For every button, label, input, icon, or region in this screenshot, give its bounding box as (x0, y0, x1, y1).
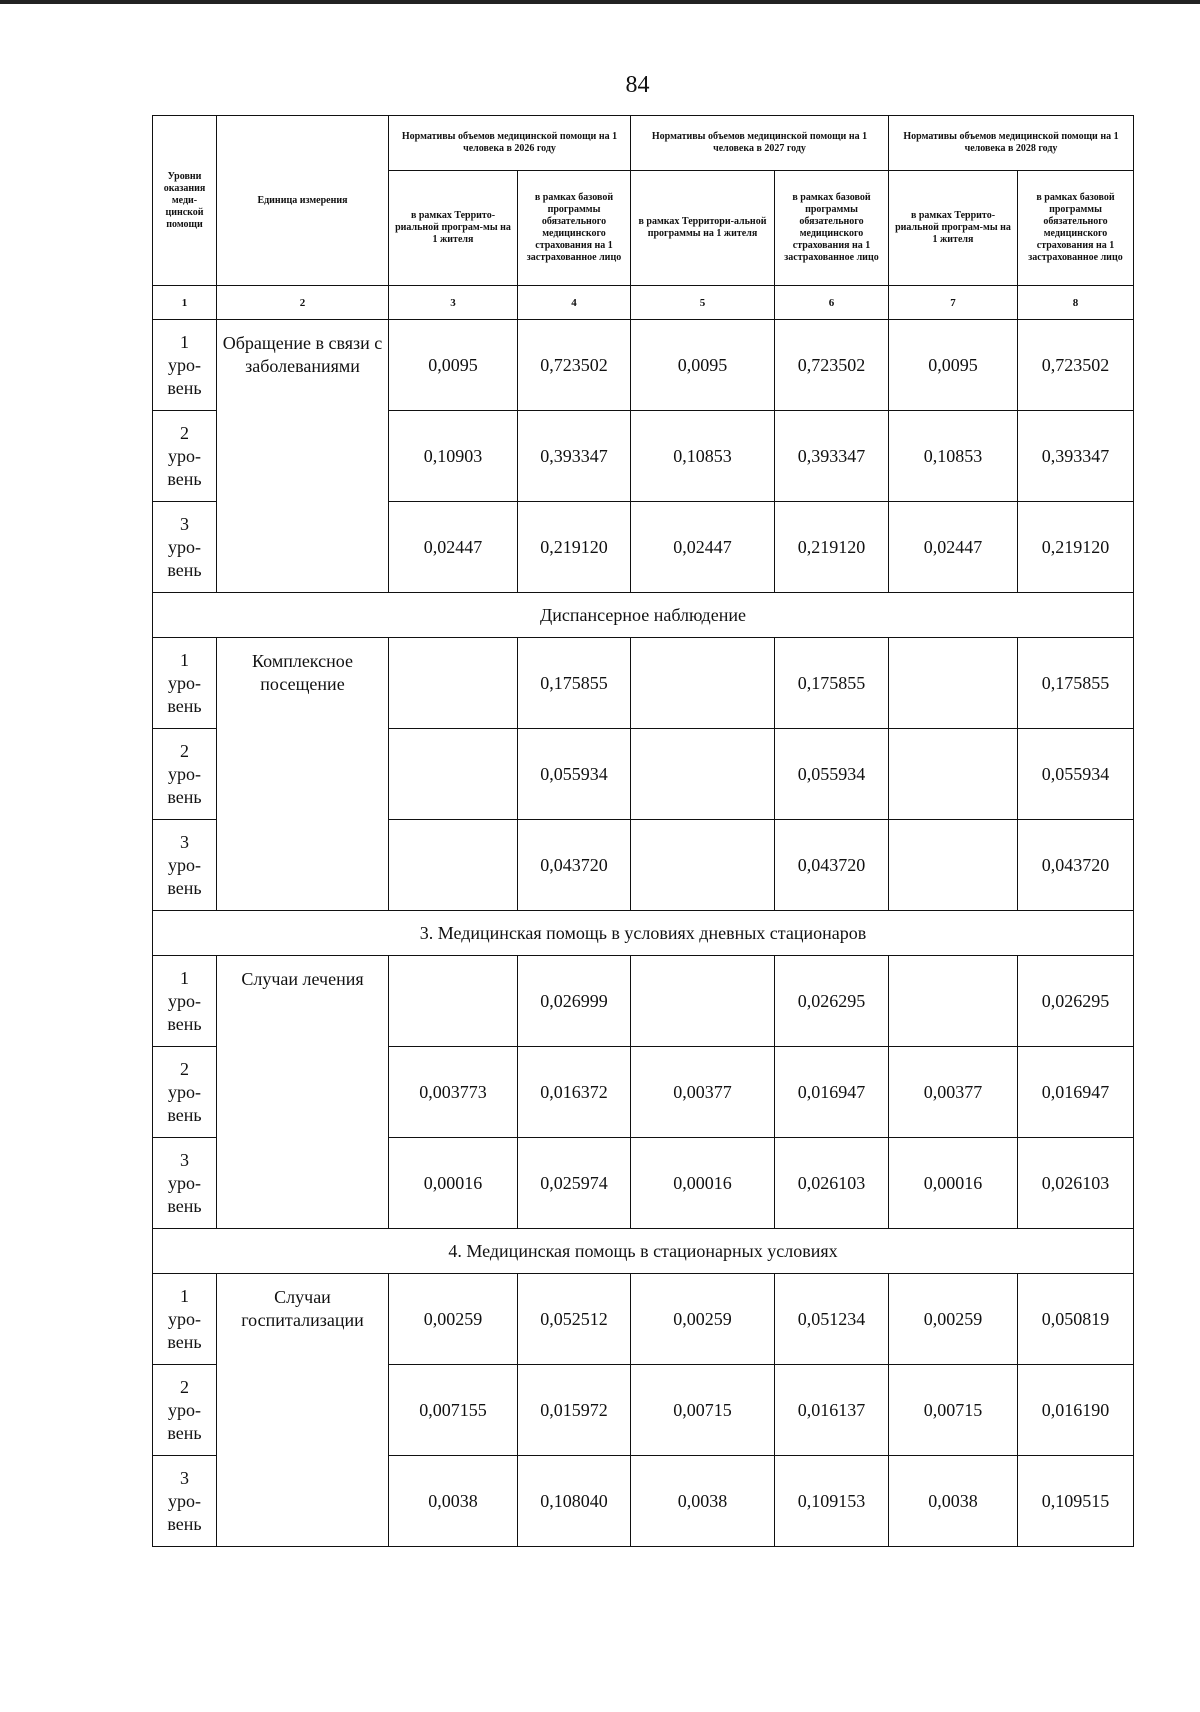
level-label: вень (167, 695, 202, 716)
value-cell: 0,026103 (1018, 1138, 1134, 1229)
value-cell: 0,003773 (389, 1047, 518, 1138)
value-cell: 0,393347 (518, 411, 631, 502)
value-cell: 0,00259 (389, 1274, 518, 1365)
value-cell: 0,015972 (518, 1365, 631, 1456)
value-cell: 0,10853 (631, 411, 775, 502)
value-cell: 0,219120 (1018, 502, 1134, 593)
value-cell: 0,10903 (389, 411, 518, 502)
oms-2028-header: в рамках базовой программы обязательного медицинского страхования на 1 застрахованное лицо (1018, 171, 1134, 286)
value-cell: 0,00377 (889, 1047, 1018, 1138)
level-label: 3 (180, 1149, 189, 1170)
terr-2026-header: в рамках Террито-риальной програм-мы на 1 жителя (389, 171, 518, 286)
section-row (153, 1229, 1134, 1274)
oms-2026-header: в рамках базовой программы обязательного медицинского страхования на 1 застрахованное лицо (518, 171, 631, 286)
value-cell: 0,02447 (889, 502, 1018, 593)
value-cell: 0,055934 (775, 729, 889, 820)
unit-cell: Обращение в связи с заболеваниями (217, 320, 389, 593)
level-cell (153, 1456, 217, 1547)
unit-header: Единица измерения (217, 116, 389, 286)
value-cell: 0,109515 (1018, 1456, 1134, 1547)
level-cell (153, 1138, 217, 1229)
value-cell: 0,026103 (775, 1138, 889, 1229)
level-label: вень (167, 1104, 202, 1125)
col-number: 7 (889, 286, 1018, 320)
level-label: 2 (180, 1058, 189, 1079)
value-cell: 0,026295 (775, 956, 889, 1047)
page-number: 84 (625, 72, 650, 98)
header-row-1 (153, 116, 1134, 171)
value-cell (389, 820, 518, 911)
value-cell: 0,175855 (518, 638, 631, 729)
level-label: уро- (168, 1490, 201, 1511)
oms-2027-header: в рамках базовой программы обязательного медицинского страхования на 1 застрахованное лицо (775, 171, 889, 286)
level-label: 2 (180, 422, 189, 443)
value-cell: 0,00377 (631, 1047, 775, 1138)
value-cell: 0,043720 (775, 820, 889, 911)
value-cell: 0,0095 (889, 320, 1018, 411)
col-number: 5 (631, 286, 775, 320)
unit-cell: Случаи госпитализации (217, 1274, 389, 1547)
value-cell: 0,219120 (518, 502, 631, 593)
levels-header: Уровни оказания меди-цинской помощи (153, 116, 217, 286)
value-cell: 0,0038 (889, 1456, 1018, 1547)
value-cell: 0,051234 (775, 1274, 889, 1365)
section-row (153, 593, 1134, 638)
level-label: уро- (168, 672, 201, 693)
value-cell: 0,00016 (389, 1138, 518, 1229)
col-number: 6 (775, 286, 889, 320)
level-label: уро- (168, 990, 201, 1011)
table-row (153, 1274, 1134, 1365)
value-cell: 0,0095 (631, 320, 775, 411)
value-cell: 0,723502 (775, 320, 889, 411)
value-cell: 0,02447 (631, 502, 775, 593)
level-label: вень (167, 1195, 202, 1216)
level-label: вень (167, 468, 202, 489)
value-cell: 0,050819 (1018, 1274, 1134, 1365)
value-cell: 0,10853 (889, 411, 1018, 502)
level-cell (153, 411, 217, 502)
value-cell (631, 820, 775, 911)
value-cell (889, 729, 1018, 820)
value-cell: 0,052512 (518, 1274, 631, 1365)
value-cell (389, 956, 518, 1047)
value-cell (389, 638, 518, 729)
col-number: 2 (217, 286, 389, 320)
value-cell (889, 820, 1018, 911)
level-label: уро- (168, 354, 201, 375)
level-label: уро- (168, 536, 201, 557)
value-cell: 0,109153 (775, 1456, 889, 1547)
value-cell (889, 956, 1018, 1047)
value-cell: 0,0095 (389, 320, 518, 411)
value-cell: 0,00016 (631, 1138, 775, 1229)
level-label: вень (167, 877, 202, 898)
value-cell: 0,016372 (518, 1047, 631, 1138)
value-cell: 0,016947 (775, 1047, 889, 1138)
value-cell: 0,219120 (775, 502, 889, 593)
level-cell (153, 502, 217, 593)
level-label: 2 (180, 1376, 189, 1397)
value-cell: 0,393347 (1018, 411, 1134, 502)
col-number: 8 (1018, 286, 1134, 320)
value-cell: 0,055934 (1018, 729, 1134, 820)
level-label: 2 (180, 740, 189, 761)
level-label: уро- (168, 854, 201, 875)
unit-cell: Случаи лечения (217, 956, 389, 1229)
col-number: 4 (518, 286, 631, 320)
level-cell (153, 820, 217, 911)
value-cell: 0,043720 (518, 820, 631, 911)
level-label: вень (167, 786, 202, 807)
value-cell: 0,00259 (889, 1274, 1018, 1365)
level-label: уро- (168, 1172, 201, 1193)
value-cell: 0,026999 (518, 956, 631, 1047)
value-cell: 0,043720 (1018, 820, 1134, 911)
col-number: 1 (153, 286, 217, 320)
level-cell (153, 956, 217, 1047)
level-label: вень (167, 559, 202, 580)
col-number: 3 (389, 286, 518, 320)
table-row (153, 956, 1134, 1047)
value-cell: 0,723502 (518, 320, 631, 411)
level-label: 1 (180, 331, 189, 352)
value-cell: 0,025974 (518, 1138, 631, 1229)
value-cell: 0,175855 (775, 638, 889, 729)
level-label: 1 (180, 1285, 189, 1306)
level-label: уро- (168, 763, 201, 784)
column-numbers-row (153, 286, 1134, 320)
value-cell (889, 638, 1018, 729)
level-label: вень (167, 377, 202, 398)
value-cell: 0,026295 (1018, 956, 1134, 1047)
value-cell: 0,393347 (775, 411, 889, 502)
year-2028-header: Нормативы объемов медицинской помощи на 1 человека в 2028 году (889, 116, 1134, 171)
terr-2027-header: в рамках Территори-альной программы на 1 жителя (631, 171, 775, 286)
value-cell (389, 729, 518, 820)
value-cell: 0,108040 (518, 1456, 631, 1547)
level-label: вень (167, 1422, 202, 1443)
value-cell (631, 956, 775, 1047)
value-cell: 0,00715 (631, 1365, 775, 1456)
value-cell: 0,723502 (1018, 320, 1134, 411)
level-cell (153, 1365, 217, 1456)
level-cell (153, 1047, 217, 1138)
level-label: уро- (168, 445, 201, 466)
norms-table (152, 115, 1134, 1547)
section-title: 4. Медицинская помощь в стационарных условиях (153, 1229, 1134, 1274)
level-label: вень (167, 1013, 202, 1034)
level-label: уро- (168, 1308, 201, 1329)
value-cell: 0,00016 (889, 1138, 1018, 1229)
value-cell: 0,00259 (631, 1274, 775, 1365)
level-label: 3 (180, 513, 189, 534)
value-cell (631, 638, 775, 729)
section-title: Диспансерное наблюдение (153, 593, 1134, 638)
level-cell (153, 320, 217, 411)
table-row (153, 320, 1134, 411)
value-cell: 0,0038 (631, 1456, 775, 1547)
value-cell: 0,055934 (518, 729, 631, 820)
level-label: 3 (180, 1467, 189, 1488)
value-cell: 0,02447 (389, 502, 518, 593)
page-top-edge (0, 0, 1200, 4)
level-label: уро- (168, 1399, 201, 1420)
level-label: уро- (168, 1081, 201, 1102)
value-cell (631, 729, 775, 820)
level-label: 3 (180, 831, 189, 852)
level-cell (153, 1274, 217, 1365)
level-cell (153, 729, 217, 820)
value-cell: 0,0038 (389, 1456, 518, 1547)
unit-cell: Комплексное посещение (217, 638, 389, 911)
table-row (153, 638, 1134, 729)
level-label: 1 (180, 967, 189, 988)
value-cell: 0,016137 (775, 1365, 889, 1456)
level-label: 1 (180, 649, 189, 670)
section-row (153, 911, 1134, 956)
year-2026-header: Нормативы объемов медицинской помощи на 1 человека в 2026 году (389, 116, 631, 171)
section-title: 3. Медицинская помощь в условиях дневных стационаров (153, 911, 1134, 956)
value-cell: 0,00715 (889, 1365, 1018, 1456)
value-cell: 0,175855 (1018, 638, 1134, 729)
value-cell: 0,016947 (1018, 1047, 1134, 1138)
level-label: вень (167, 1331, 202, 1352)
value-cell: 0,007155 (389, 1365, 518, 1456)
value-cell: 0,016190 (1018, 1365, 1134, 1456)
year-2027-header: Нормативы объемов медицинской помощи на 1 человека в 2027 году (631, 116, 889, 171)
level-label: вень (167, 1513, 202, 1534)
level-cell (153, 638, 217, 729)
terr-2028-header: в рамках Террито-риальной програм-мы на 1 жителя (889, 171, 1018, 286)
